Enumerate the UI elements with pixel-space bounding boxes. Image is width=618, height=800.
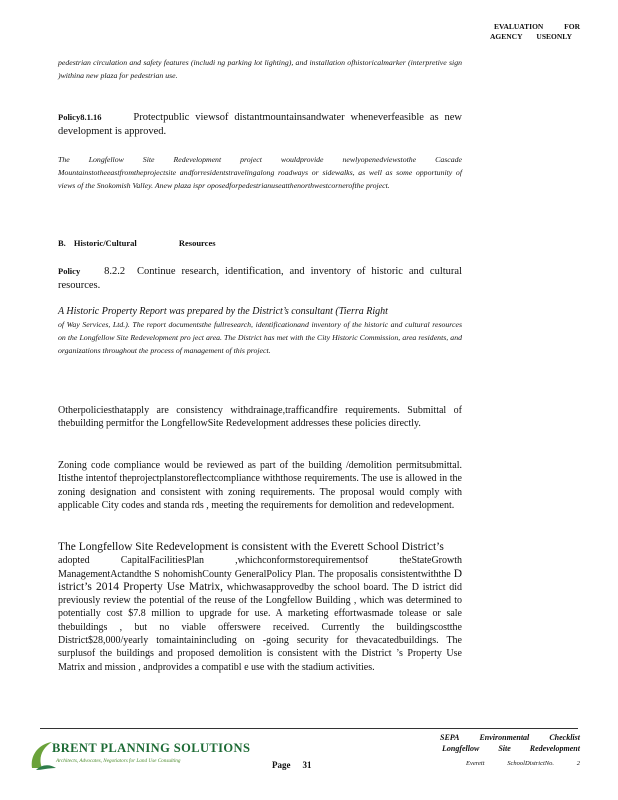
header-word: USEONLY	[536, 32, 572, 41]
paragraph-views: The Longfellow Site Redevelopment project wouldprovide newlyopenedviewstothe Cascade Mountainstotheeastfromtheprojectsite andforresidentstravelingalong roadways or sidewalks, as well as some opportunity of views of the Snokomish Valley. Anew plaza ispr oposedforpedestrianuseatthenorthwestcornerofthe project.	[58, 155, 462, 190]
footer-word: SchoolDistrictNo.	[507, 760, 555, 767]
paragraph-lead: The Longfellow Site Redevelopment is consistent with the Everett School District’s	[58, 541, 444, 553]
page-label: Page	[272, 760, 291, 770]
footer-word: Environmental	[479, 733, 530, 742]
policy-8-1-16	[58, 111, 462, 138]
page-value: 31	[302, 760, 312, 770]
header-word: EVALUATION	[494, 22, 544, 31]
document-footer	[440, 732, 580, 769]
footer-divider	[40, 728, 578, 729]
section-title: Historic/Cultural	[73, 238, 137, 248]
policy-label: Policy8.1.16	[58, 112, 102, 122]
paragraph-text: whichwasapprovedby the school board. The D istrict did previously review the potential of the reuse of the Longfellow Building , which was determined to potentially cost $7.8 million to upgrade for use. A marketing effortwasmade tolease or sale thebuildings , but no viable offerswere received. Currently the buildingscostthe District$28,000/yearly tomaintainincluding on -going security for thevacatedbuildings. The surplusof the buildings and proposed demolition is consistent with the District ’s Property Use Matrix and mission , andprovides a compatibl e use with the stadium activities.	[58, 581, 463, 673]
policy-text: Protectpublic viewsof distantmountainsandwater wheneverfeasible as new development is approved.	[58, 112, 463, 137]
paragraph-zoning: Zoning code compliance would be reviewed as part of the building /demolition permitsubmittal. Itisthe intentof theprojectplanstoreflectcompliance withthose requirements. The use is allowed in the zoning designation and consistent with zoning requirements. The proposal would comply with applicable City codes and standa rds , meeting the requirements for demolition and redevelopment.	[58, 460, 462, 511]
footer-word: SEPA	[440, 733, 460, 742]
company-logo	[28, 738, 251, 774]
section-heading	[58, 238, 462, 248]
paragraph-other-policies: Otherpoliciesthatapply are consistency withdrainage,trafficandfire requirements. Submittal of thebuilding permitfor the LongfellowSite Redevelopment addresses these policies directly.	[58, 405, 462, 430]
paragraph-pedestrian: pedestrian circulation and safety features (includi ng parking lot lighting), and installation ofhistoricalmarker (interpretive sign )withina new plaza for pedestrian use.	[58, 58, 462, 80]
paragraph-text: adopted CapitalFacilitiesPlan ,whichconformstorequirementsof theStateGrowth ManagementActandthe S nohomishCounty GeneralPolicy Plan. The proposalis consistentwiththe	[58, 555, 462, 580]
paragraph-body: of Way Services, Ltd.). The report documentsthe fullresearch, identificationand inventory of the historic and cultural resources on the Longfellow Site Redevelopment pro ject area. The District has met with the City Historic Commission, area residents, and organizations throughout the process of management of this project.	[58, 320, 462, 355]
paragraph-consistency	[58, 541, 462, 674]
footer-word: Redevelopment	[529, 744, 580, 753]
section-title-2: Resources	[178, 238, 216, 248]
footer-word: 2	[576, 760, 580, 767]
paragraph-historic	[58, 305, 462, 357]
paragraph-lead: A Historic Property Report was prepared by the District’s consultant (Tierra Right	[58, 306, 388, 317]
footer-word: Everett	[466, 760, 485, 767]
policy-label: Policy	[58, 266, 81, 276]
footer-word: Site	[498, 744, 511, 753]
logo-name: BRENT PLANNING SOLUTIONS	[52, 741, 251, 755]
header-word: AGENCY	[490, 32, 523, 41]
page-number	[272, 760, 312, 770]
footer-word: Longfellow	[442, 744, 480, 753]
policy-text: Continue research, identification, and inventory of historic and cultural resources.	[58, 266, 462, 291]
logo-tagline: Architects, Advocates, Negotiators for Land Use Consulting	[56, 758, 181, 764]
section-letter: B.	[58, 238, 66, 248]
footer-word: Checklist	[549, 733, 580, 742]
header-word: FOR	[564, 22, 580, 31]
policy-8-2-2	[58, 265, 462, 292]
paragraph-emphasis: D istrict’s 2014 Property Use Matrix,	[58, 567, 462, 593]
policy-number: 8.2.2	[104, 266, 126, 277]
evaluation-header	[470, 22, 580, 42]
